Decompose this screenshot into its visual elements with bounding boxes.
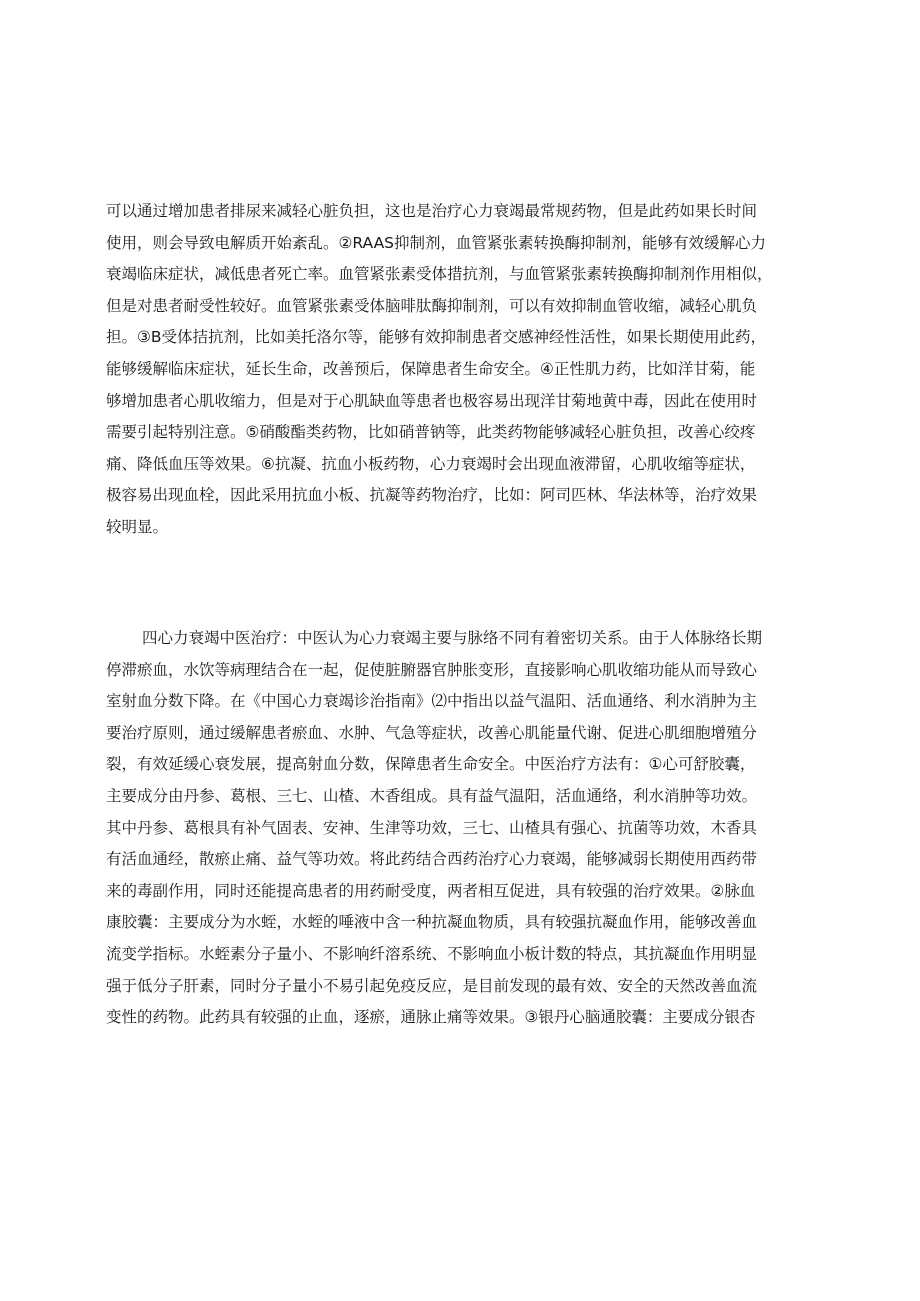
- text-line: 停滞瘀血，水饮等病理结合在一起，促使脏腑器官肿胀变形，直接影响心肌收缩功能从而导致心: [106, 660, 758, 679]
- text-line: 其中丹参、葛根具有补气固表、安神、生津等功效，三七、山楂具有强心、抗菌等功效，木香具: [106, 818, 758, 837]
- text-line: 强于低分子肝素，同时分子量小不易引起免疫反应，是目前发现的最有效、安全的天然改善血流: [106, 976, 758, 995]
- text-line: 需要引起特别注意。⑤硝酸酯类药物，比如硝普钠等，此类药物能够减轻心脏负担，改善心绞疼: [106, 423, 756, 442]
- text-line: 裂，有效延缓心衰发展，提高射血分数，保障患者生命安全。中医治疗方法有：①心可舒胶囊，: [106, 755, 756, 774]
- text-line: 主要成分由丹参、葛根、三七、山楂、木香组成。具有益气温阳，活血通络，利水消肿等功效。: [106, 786, 758, 805]
- text-line: 痛、降低血压等效果。⑥抗凝、抗血小板药物，心力衰竭时会出现血液滞留，心肌收缩等症状，: [106, 454, 756, 473]
- text-line: 有活血通经，散瘀止痛、益气等功效。将此药结合西药治疗心力衰竭，能够减弱长期使用西药带: [106, 850, 758, 869]
- text-line: 较明显。: [106, 517, 169, 536]
- text-line: 室射血分数下降。在《中国心力衰竭诊治指南》⑵中指出以益气温阳、活血通络、利水消肿为主: [106, 692, 758, 711]
- text-line: 来的毒副作用，同时还能提高患者的用药耐受度，两者相互促进，具有较强的治疗效果。②脉血: [106, 881, 756, 900]
- text-line: 康胶囊：主要成分为水蛭，水蛭的唾液中含一种抗凝血物质，具有较强抗凝血作用，能够改善血: [106, 913, 758, 932]
- text-line: 衰竭临床症状，减低患者死亡率。血管紧张素受体措抗剂，与血管紧张素转换酶抑制剂作用相似，: [106, 265, 773, 284]
- paragraph-tcm-treatment: [106, 623, 826, 1034]
- text-line-first: 四心力衰竭中医治疗：中医认为心力衰竭主要与脉络不同有着密切关系。由于人体脉络长期: [142, 629, 763, 647]
- text-line: 可以通过增加患者排尿来减轻心脏负担，这也是治疗心力衰竭最常规药物，但是此药如果长时间: [106, 202, 758, 220]
- text-line: 担。③B受体拮抗剂，比如美托洛尔等，能够有效抑制患者交感神经性活性，如果长期使用此药，: [106, 328, 767, 347]
- text-line: 要治疗原则，通过缓解患者瘀血、水肿、气急等症状，改善心肌能量代谢、促进心肌细胞增殖分: [106, 723, 758, 742]
- text-line: 但是对患者耐受性较好。血管紧张素受体脑啡肽酶抑制剂，可以有效抑制血管收缩，减轻心肌负: [106, 296, 758, 315]
- text-line: 变性的药物。此药具有较强的止血，逐瘀，通脉止痛等效果。③银丹心脑通胶囊：主要成分银杏: [106, 1008, 756, 1027]
- text-line: 使用，则会导致电解质开始紊乱。②RAAS抑制剂，血管紧张素转换酶抑制剂，能够有效缓解心力: [106, 233, 767, 252]
- text-line: 极容易出现血栓，因此采用抗血小板、抗凝等药物治疗，比如：阿司匹林、华法林等，治疗效果: [106, 486, 758, 505]
- text-line: 流变学指标。水蛭素分子量小、不影响纤溶系统、不影响血小板计数的特点，其抗凝血作用明显: [106, 944, 758, 963]
- paragraph-western-medicine: [106, 196, 826, 544]
- text-line: 够增加患者心肌收缩力，但是对于心肌缺血等患者也极容易出现洋甘菊地黄中毒，因此在使用时: [106, 391, 758, 410]
- text-line: 能够缓解临床症状，延长生命，改善预后，保障患者生命安全。④正性肌力药，比如洋甘菊，能: [106, 359, 756, 378]
